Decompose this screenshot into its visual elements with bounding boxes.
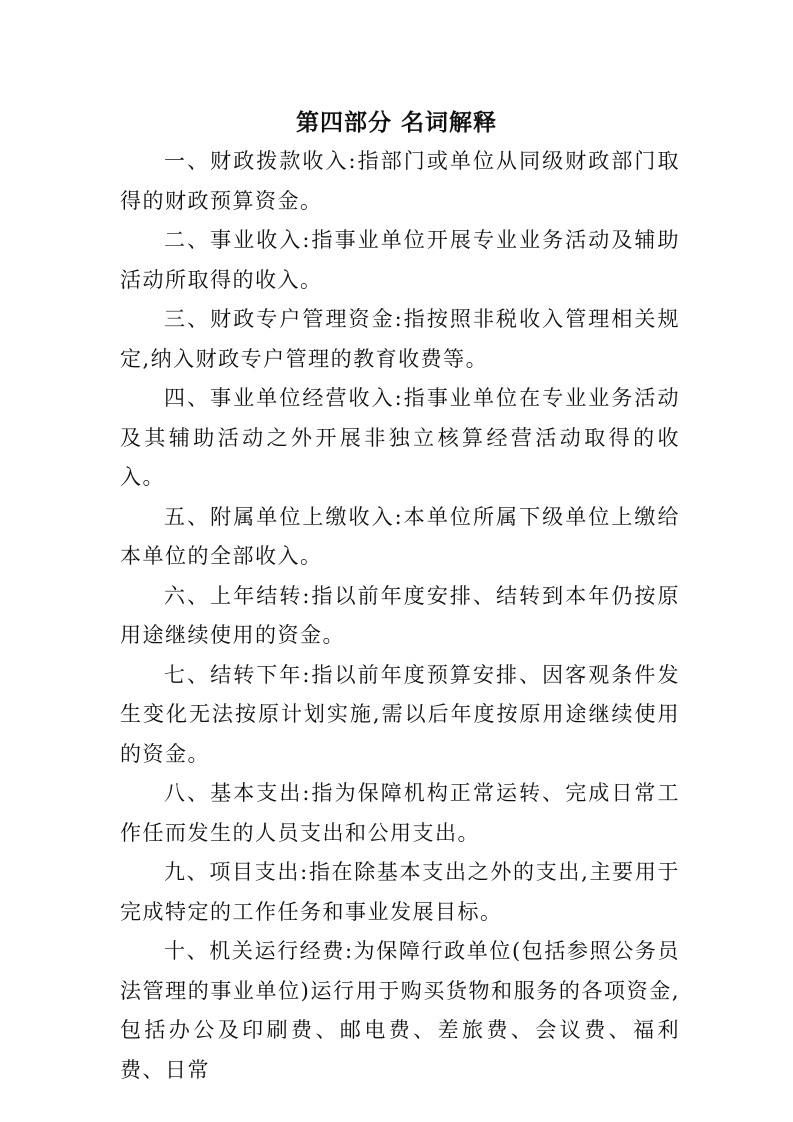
paragraph-9: 九、项目支出:指在除基本支出之外的支出,主要用于完成特定的工作任务和事业发展目标。 xyxy=(120,860,680,924)
paragraph-10: 十、机关运行经费:为保障行政单位(包括参照公务员法管理的事业单位)运行用于购买货物和服务的各项资金,包括办公及印刷费、邮电费、差旅费、会议费、福利费、日常 xyxy=(120,939,680,1082)
paragraph-1: 一、财政拨款收入:指部门或单位从同级财政部门取得的财政预算资金。 xyxy=(120,149,680,213)
paragraph-4: 四、事业单位经营收入:指事业单位在专业业务活动及其辅助活动之外开展非独立核算经营活动取得的收入。 xyxy=(120,386,680,489)
paragraph-5: 五、附属单位上缴收入:本单位所属下级单位上缴给本单位的全部收入。 xyxy=(120,504,680,568)
paragraph-2: 二、事业收入:指事业单位开展专业业务活动及辅助活动所取得的收入。 xyxy=(120,228,680,292)
paragraph-6: 六、上年结转:指以前年度安排、结转到本年仍按原用途继续使用的资金。 xyxy=(120,583,680,647)
paragraph-8: 八、基本支出:指为保障机构正常运转、完成日常工作任而发生的人员支出和公用支出。 xyxy=(120,781,680,845)
document-body xyxy=(120,142,680,1090)
page-title: 第四部分 名词解释 xyxy=(295,110,497,136)
paragraph-3: 三、财政专户管理资金:指按照非税收入管理相关规定,纳入财政专户管理的教育收费等。 xyxy=(120,307,680,371)
paragraph-7: 七、结转下年:指以前年度预算安排、因客观条件发生变化无法按原计划实施,需以后年度按原用途继续使用的资金。 xyxy=(120,662,680,766)
